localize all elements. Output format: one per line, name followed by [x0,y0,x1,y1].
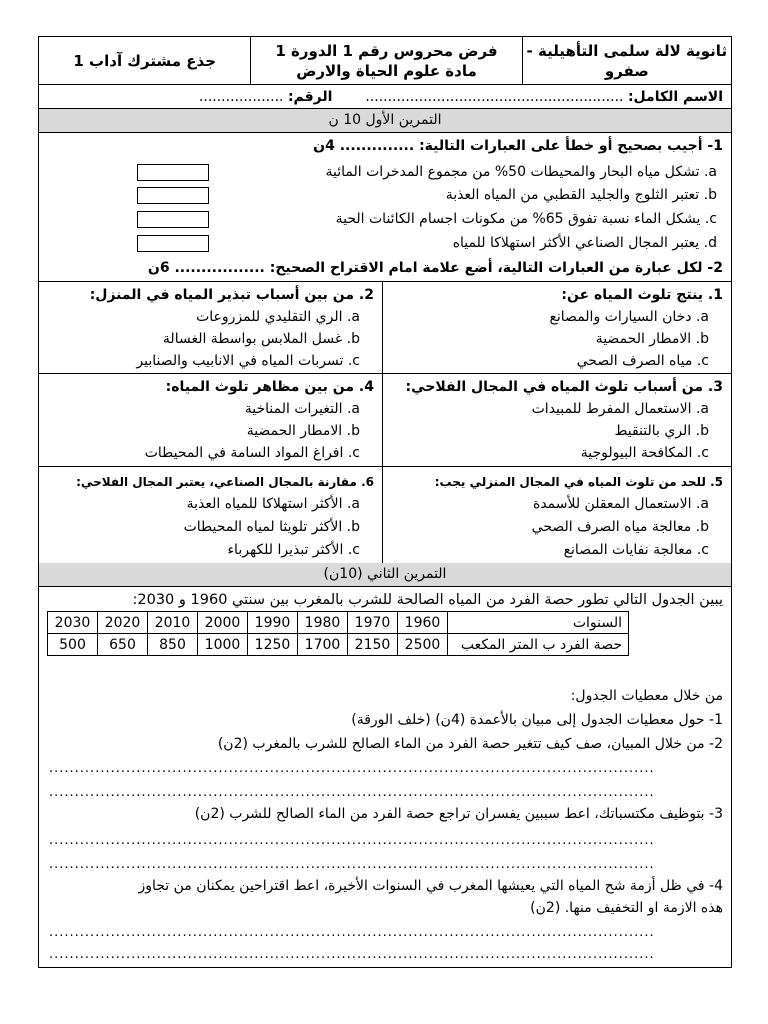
mcq-option[interactable]: c. الأكثر تبذيرا للكهرباء [227,542,360,558]
mcq-option[interactable]: b. الامطار الحمضية [595,331,709,347]
table-cell: 2020 [98,612,148,634]
full-name-label: الاسم الكامل: [627,89,723,105]
table-cell: 1970 [348,612,398,634]
q1-answer-box-c[interactable] [137,211,209,228]
table-row-label: حصة الفرد ب المتر المكعب [448,634,629,656]
table-cell: 2500 [398,634,448,656]
exam-sheet [38,36,732,968]
table-cell: 1980 [298,612,348,634]
mcq-option[interactable]: b. غسل الملابس بواسطة الغسالة [162,331,360,347]
table-cell: 2150 [348,634,398,656]
table-cell: 1000 [198,634,248,656]
exam-title: فرض محروس رقم 1 الدورة 1 [275,41,498,60]
mcq-option[interactable]: b. معالجة مياه الصرف الصحي [531,519,709,535]
exercise2-intro: يبين الجدول التالي تطور حصة الفرد من المياه الصالحة للشرب بالمغرب بين سنتي 1960 و 2030: [132,592,723,608]
mcq-question-5: 5. للحد من تلوث المياه في المجال المنزلي يجب: a. الاستعمال المعقلن للأسمدة b. معالجة مياه الصرف الصحي c. معالجة نفايات المصانع [388,467,731,563]
exercise2-question-4-cont: هذه الازمة او التخفيف منها. (2ن) [530,900,723,916]
mcq-question-3: 3. من أسباب تلوث المياه في المجال الفلاحي: a. الاستعمال المفرط للمبيدات b. الري بالتنقيط c. المكافحة البيولوجية [388,374,731,466]
answer-line[interactable]: ...................................................................................................................... [49,833,655,848]
q1-item-c: c. يشكل الماء نسبة تفوق 65% من مكونات اجسام الكائنات الحية [335,211,717,227]
answer-line[interactable]: ...................................................................................................................... [49,947,655,962]
mcq-option[interactable]: c. تسربات المياه في الانابيب والصنابير [136,353,360,369]
q1-answer-box-d[interactable] [137,235,209,252]
mcq-option[interactable]: c. معالجة نفايات المصانع [563,542,709,558]
q1-item-b: b. تعتبر الثلوج والجليد القطبي من المياه العذبة [445,187,717,203]
table-cell: 1250 [248,634,298,656]
table-cell: 2030 [48,612,98,634]
exercise2-question-4: 4- في ظل أزمة شح المياه التي يعيشها المغرب في السنوات الأخيرة، اعط اقتراحين يمكنان من تجاوز [138,878,723,894]
mcq-option[interactable]: a. دخان السيارات والمصانع [549,309,709,325]
subject-name: مادة علوم الحياة والارض [296,61,477,80]
exam-header [39,37,731,85]
mcq-question-4: 4. من بين مظاهر تلوث المياه: a. التغيرات المناخية b. الامطار الحمضية c. افراغ المواد السامة في المحيطات [39,374,382,466]
answer-line[interactable]: ...................................................................................................................... [49,785,655,800]
mcq-option[interactable]: c. افراغ المواد السامة في المحيطات [144,445,360,461]
answer-line[interactable]: ...................................................................................................................... [49,857,655,872]
exercise2-question-3: 3- بتوظيف مكتسباتك، اعط سببين يفسران تراجع حصة الفرد من الماء الصالح للشرب (2ن) [194,806,723,822]
exercise2-question-2: 2- من خلال المبيان، صف كيف تتغير حصة الفرد من الماء الصالح للشرب بالمغرب (2ن) [217,736,723,752]
mcq-option[interactable]: c. مياه الصرف الصحي [576,353,709,369]
mcq-option[interactable]: b. الري بالتنقيط [614,423,709,439]
mcq-question-1: 1. ينتج تلوث المياه عن: a. دخان السيارات والمصانع b. الامطار الحمضية c. مياه الصرف الصحي [388,282,731,373]
table-cell: 650 [98,634,148,656]
table-cell: 500 [48,634,98,656]
table-cell: 1700 [298,634,348,656]
exercise2-title: التمرين الثاني (10ن) [39,563,731,587]
mcq-option[interactable]: c. المكافحة البيولوجية [580,445,709,461]
data-table [47,611,629,656]
mcq-option[interactable]: a. الأكثر استهلاكا للمياه العذبة [186,496,360,512]
exercise2-question-1: 1- حول معطيات الجدول إلى مبيان بالأعمدة (4ن) (خلف الورقة) [351,712,723,728]
mcq-question-2: 2. من بين أسباب تبذير المياه في المنزل: a. الري التقليدي للمزروعات b. غسل الملابس بواسطة الغسالة c. تسربات المياه في الانابيب والصنابير [39,282,382,373]
full-name-field[interactable]: .......................................................... [365,89,624,105]
table-row [48,634,629,656]
school-name: ثانوية لالة سلمى التأهيلية - صفرو [522,37,731,84]
mcq-option[interactable]: a. الري التقليدي للمزروعات [196,309,360,325]
q1-answer-box-a[interactable] [137,164,209,181]
mcq-option[interactable]: a. الاستعمال المعقلن للأسمدة [532,496,709,512]
mcq-option[interactable]: a. الاستعمال المفرط للمبيدات [531,401,709,417]
table-cell: 2000 [198,612,248,634]
answer-line[interactable]: ...................................................................................................................... [49,761,655,776]
table-row-label: السنوات [448,612,629,634]
exercise1-title: التمرين الأول 10 ن [39,109,731,133]
mcq-option[interactable]: b. الأكثر تلويثا لمياه المحيطات [183,519,360,535]
number-field[interactable]: ................... [198,89,284,105]
q1-item-d: d. يعتبر المجال الصناعي الأكثر استهلاكا للمياه [452,235,717,251]
number-label: الرقم: [287,89,333,105]
mcq-option[interactable]: a. التغيرات المناخية [244,401,360,417]
table-cell: 1960 [398,612,448,634]
class-level: جذع مشترك آداب 1 [73,51,217,70]
grid-divider [382,282,383,564]
answer-line[interactable]: ...................................................................................................................... [49,925,655,940]
question2-label: 2- لكل عبارة من العبارات التالية، أضع علامة امام الاقتراح الصحيح: ................. 6ن [147,260,723,276]
table-cell: 2010 [148,612,198,634]
q1-item-a: a. تشكل مياه البحار والمحيطات 50% من مجموع المدخرات المائية [325,164,717,180]
table-cell: 1990 [248,612,298,634]
mcq-option[interactable]: b. الامطار الحمضية [246,423,360,439]
exam-title-block [250,37,521,84]
table-cell: 850 [148,634,198,656]
student-info-row [39,85,731,109]
question1-label: 1- أجيب بصحيح أو خطأ على العبارات التالية: .............. 4ن [313,138,723,154]
mcq-question-6: 6. مقارنة بالمجال الصناعي، يعتبر المجال الفلاحي: a. الأكثر استهلاكا للمياه العذبة b. الأكثر تلويثا لمياه المحيطات c. الأكثر تبذيرا للكهرباء [39,467,382,563]
mcq-grid [39,281,731,565]
table-row [48,612,629,634]
exercise2-lead: من خلال معطيات الجدول: [570,688,723,704]
q1-answer-box-b[interactable] [137,187,209,204]
